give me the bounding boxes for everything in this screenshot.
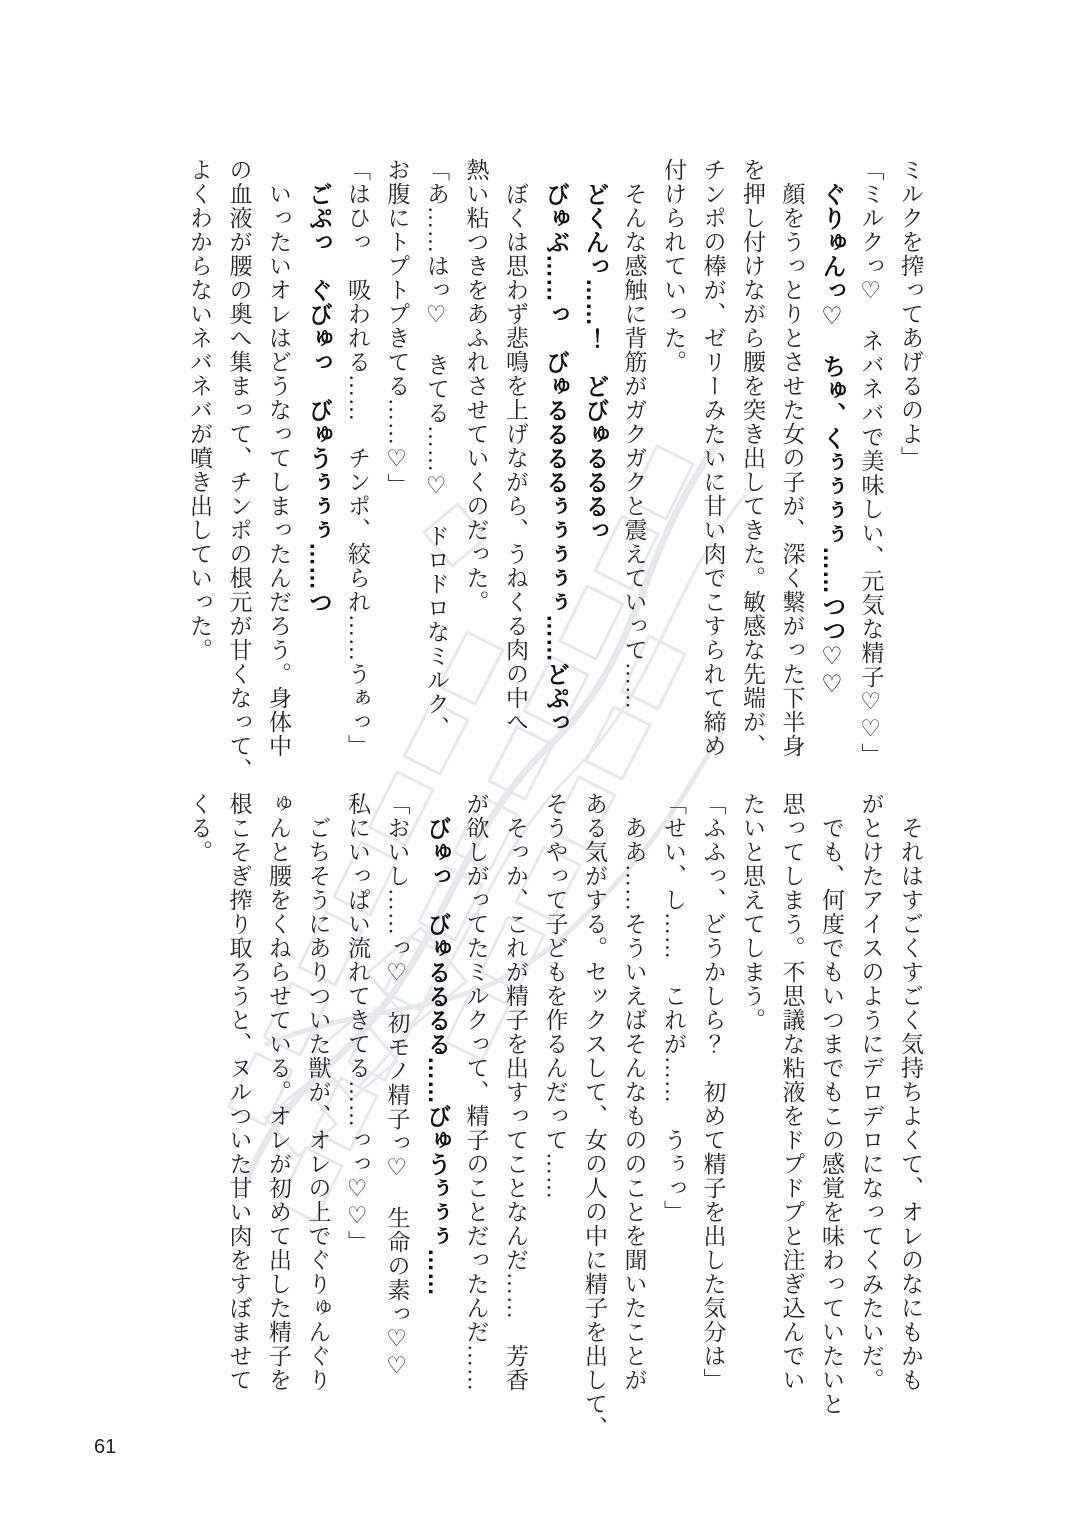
text-line: たいと思えてしまう。 (740, 792, 765, 1032)
text-line: を押し付けながら腰を突き出してきた。敏感な先端が、 (740, 158, 765, 758)
text-line: そっか、これが精子を出すってことなんだ…… 芳香 (503, 792, 528, 1392)
text-line: 「ふふっ、どうかしら？ 初めて精子を出した気分は」 (700, 792, 726, 1392)
text-line: よくわからないネバネバが噴き出していった。 (187, 158, 212, 662)
text-line: いったいオレはどうなってしまったんだろう。身体中 (266, 158, 291, 758)
text-line: ある気がする。セックスして、女の人の中に精子を出して、 (582, 792, 607, 1440)
text-line: 根こそぎ搾り取ろうと、ヌルついた甘い肉をすぼませて (226, 792, 252, 1392)
text-line: ゅんと腰をくねらせている。オレが初めて出した精子を (266, 792, 291, 1392)
text-line: ああ……そういえばそんなもののことを聞いたことが (621, 792, 647, 1392)
bottom-text-block (180, 792, 931, 1442)
text-line: がとけたアイスのようにデロデロになってくみたいだ。 (858, 792, 884, 1392)
text-line: 「あ……はっ♡ きてる……♡ ドロドロなミルク、 (424, 158, 449, 740)
text-line: 付けられていった。 (661, 158, 686, 374)
text-line: 私にいっぱい流れてきてる……っっ♡♡」 (345, 792, 370, 1254)
sfx-text-line: ごぷっ ぐびゅっ びゅうぅぅぅ……つ (304, 158, 332, 614)
text-line: が欲しがってたミルクって、精子のことだったんだ…… (463, 792, 489, 1392)
text-line: チンポの棒が、ゼリーみたいに甘い肉でこすられて締め (700, 158, 726, 758)
page-number: 61 (94, 1436, 117, 1458)
text-line: ミルクを搾ってあげるのよ」 (898, 158, 923, 470)
text-line: そうやって子どもを作るんだって…… (542, 792, 568, 1200)
text-line: くる。 (187, 792, 212, 864)
text-line: それはすごくすごく気持ちよくて、オレのなにもかも (898, 792, 923, 1392)
text-line: でも、何度でもいつまでもこの感覚を味わっていたいと (819, 792, 844, 1416)
top-text-block (180, 158, 931, 783)
text-line: 思ってしまう。不思議な粘液をドプドプと注ぎ込んでい (779, 792, 805, 1392)
text-line: ぼくは思わず悲鳴を上げながら、うねくる肉の中へ (503, 158, 528, 734)
text-line: の血液が腰の奥へ集まって、チンポの根元が甘くなって、 (226, 158, 252, 782)
text-line: 熱い粘つきをあふれさせていくのだった。 (463, 158, 489, 614)
text-line: ごちそうにありついた獣が、オレの上でぐりゅんぐり (305, 792, 331, 1392)
text-line: 顔をうっとりとさせた女の子が、深く繋がった下半身 (779, 158, 805, 758)
text-line: そんな感触に背筋がガクガクと震えていって…… (621, 158, 647, 710)
text-line: 「ミルクっ♡ ネバネバで美味しい、元気な精子♡♡」 (858, 158, 884, 767)
text-line: お腹にトプトプきてる……♡」 (384, 158, 410, 497)
text-line: 「せい、し…… これが…… うぅっ」 (661, 792, 686, 1224)
sfx-text-line: ぐりゅんっ♡ ちゅ、くぅぅぅぅ……つつ♡♡ (818, 158, 845, 698)
sfx-text-line: びゅぶ……っ びゅるるるるぅぅぅぅぅ……どぷっ (541, 158, 569, 734)
sfx-text-line: どくんっ……！ どびゅるるるっ (581, 158, 608, 542)
text-line: 「はひっ 吸われる…… チンポ、絞られ……うぁっ」 (345, 158, 370, 758)
sfx-text-line: びゅっ びゅるるるる……びゅうぅぅぅ…… (423, 792, 450, 1296)
text-line: 「おいし……っ♡ 初モノ精子っ♡ 生命の素っ♡♡ (384, 792, 410, 1380)
